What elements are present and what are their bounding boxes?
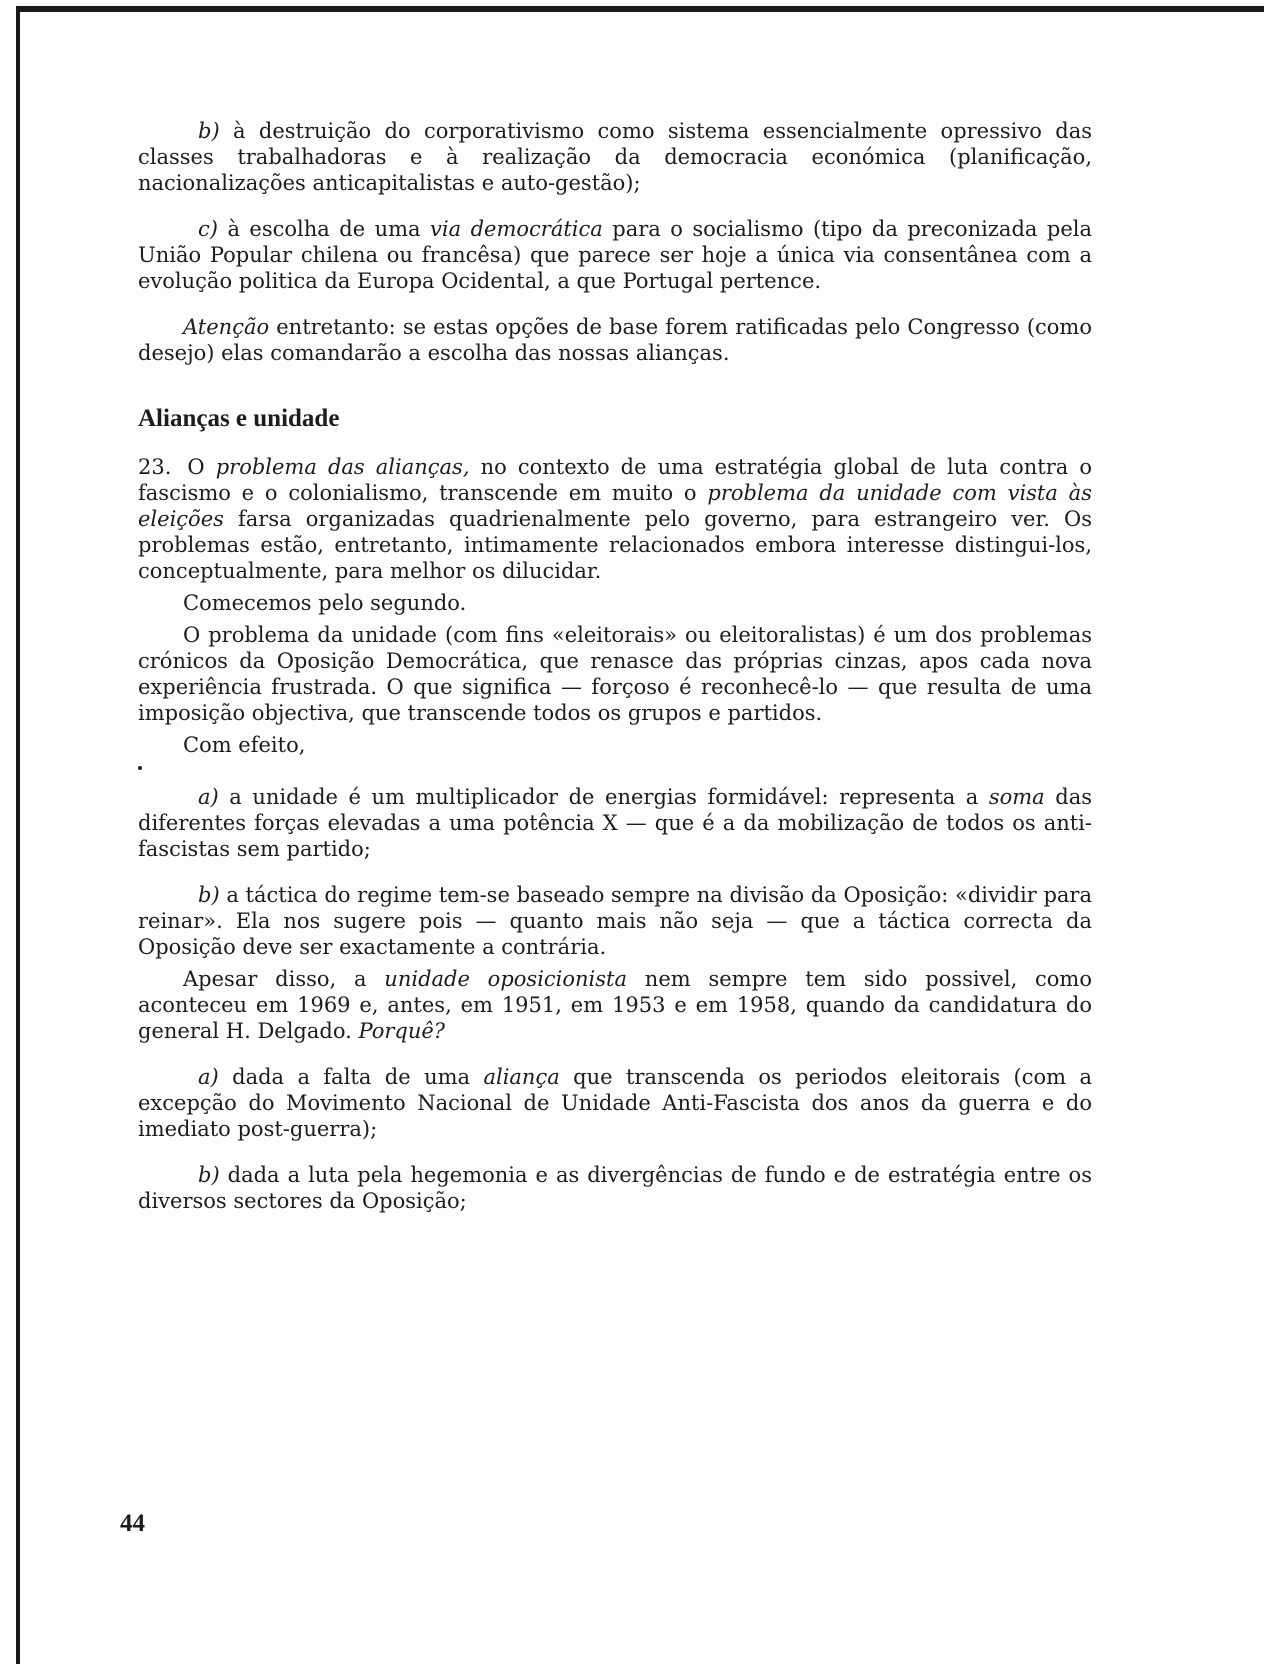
paragraph-apesar-disso bbox=[138, 966, 1092, 1044]
paragraph-text: que transcenda os periodos eleitorais (com a excepção do Movimento Nacional de Unidade Anti-Fascista dos anos da guerra e do imediato post-guerra); bbox=[138, 1065, 1092, 1141]
item-label: a) bbox=[198, 1065, 219, 1089]
item-label: c) bbox=[198, 217, 218, 241]
emphasis-text: problema das alianças, bbox=[215, 455, 470, 479]
section-number: 23. bbox=[138, 455, 172, 479]
paragraph-text: para o socialismo (tipo da preconizada pela União Popular chilena ou francêsa) que parece ser hoje a única via consentânea com a evolução politica da Europa Ocidental, a que Portugal pertence. bbox=[138, 217, 1092, 293]
paragraph-b-hegemonia bbox=[138, 1162, 1092, 1214]
paragraph-b-tactica bbox=[138, 882, 1092, 960]
emphasis-text: Porquê? bbox=[358, 1019, 446, 1043]
paragraph-problema-unidade: O problema da unidade (com fins «eleitorais» ou eleitoralistas) é um dos problemas crónicos da Oposição Democrática, que renasce das próprias cinzas, apos cada nova experiência frustrada. O que significa — forçoso é reconhecê-lo — que resulta de uma imposição objectiva, que transcende todos os grupos e partidos. bbox=[138, 623, 1092, 725]
paragraph-text: Apesar disso, a bbox=[183, 967, 385, 991]
scan-border-left bbox=[16, 6, 20, 1664]
paragraph-a-falta-alianca bbox=[138, 1064, 1092, 1142]
emphasis-text: unidade oposicionista bbox=[384, 967, 628, 991]
paragraph-23 bbox=[138, 454, 1092, 584]
item-label: b) bbox=[198, 119, 220, 143]
paragraph-text: a unidade é um multiplicador de energias formidável: representa a bbox=[229, 785, 989, 809]
paragraph-text: entretanto: se estas opções de base forem ratificadas pelo Congresso (como desejo) elas comandarão a escolha das nossas alianças. bbox=[138, 315, 1092, 365]
paragraph-atencao bbox=[138, 314, 1092, 366]
emphasis-text: aliança bbox=[483, 1065, 560, 1089]
paragraph-text: das diferentes forças elevadas a uma potência X — que é a da mobilização de todos os anti-fascistas sem partido; bbox=[138, 785, 1092, 861]
item-label: b) bbox=[198, 883, 220, 907]
paragraph-text: à escolha de uma bbox=[227, 217, 431, 241]
emphasis-text: via democrática bbox=[430, 217, 603, 241]
emphasis-text: Atenção bbox=[183, 315, 270, 339]
paragraph-text: à destruição do corporativismo como sistema essencialmente opressivo das classes trabalhadoras e à realização da democracia económica (planificação, nacionalizações anticapitalistas e auto-gestão); bbox=[138, 119, 1092, 195]
paragraph-text: farsa organizadas quadrienalmente pelo governo, para estrangeiro ver. Os problemas estão, entretanto, intimamente relacionados embora interesse distingui-los, conceptualmente, para melhor os dilucidar. bbox=[138, 507, 1092, 583]
paragraph-text: nem sempre tem sido possivel, como aconteceu em 1969 e, antes, em 1951, em 1953 e em 1958, quando da candidatura do general H. Delgado. bbox=[138, 967, 1092, 1043]
paragraph-c-via-democratica bbox=[138, 216, 1092, 294]
paragraph-a-multiplicador bbox=[138, 784, 1092, 862]
scan-border-top bbox=[16, 6, 1264, 12]
paragraph-text: dada a falta de uma bbox=[232, 1065, 484, 1089]
paragraph-comecemos: Comecemos pelo segundo. bbox=[183, 591, 467, 615]
stray-mark bbox=[138, 758, 1092, 784]
paragraph-com-efeito: Com efeito, bbox=[183, 733, 306, 757]
paragraph-text: no contexto de uma estratégia global de luta contra o fascismo e o colonialismo, transcende em muito o bbox=[138, 455, 1092, 505]
paragraph-text: O bbox=[187, 455, 216, 479]
item-label: a) bbox=[198, 785, 219, 809]
emphasis-text: problema da unidade com vista às eleições bbox=[138, 481, 1092, 531]
page-body bbox=[138, 118, 1092, 1214]
paragraph-b-destruicao bbox=[138, 118, 1092, 196]
page-number: 44 bbox=[120, 1510, 145, 1537]
paragraph-text: dada a luta pela hegemonia e as divergências de fundo e de estratégia entre os diversos sectores da Oposição; bbox=[138, 1163, 1092, 1213]
section-heading: Alianças e unidade bbox=[138, 405, 340, 432]
emphasis-text: soma bbox=[988, 785, 1045, 809]
paragraph-text: a táctica do regime tem-se baseado sempre na divisão da Oposição: «dividir para reinar». Ela nos sugere pois — quanto mais não seja — que a táctica correcta da Oposição deve ser exactamente a contrária. bbox=[138, 883, 1092, 959]
item-label: b) bbox=[198, 1163, 220, 1187]
